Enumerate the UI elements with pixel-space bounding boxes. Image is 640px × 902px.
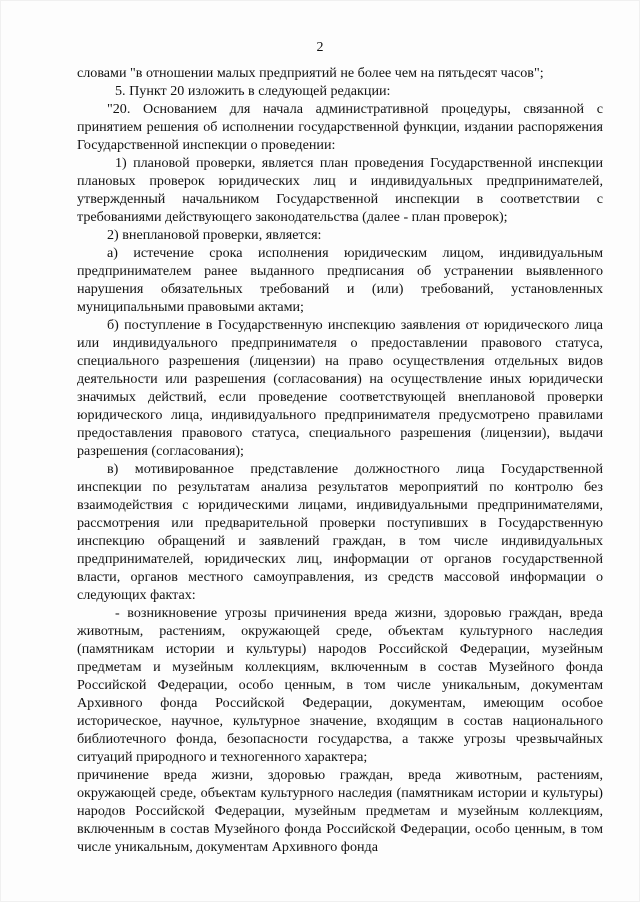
- paragraph-subitem-2: 2) внеплановой проверки, является:: [107, 227, 322, 243]
- page-number: 2: [316, 40, 324, 55]
- paragraph-item-5: 5. Пункт 20 изложить в следующей редакции:: [115, 83, 391, 99]
- paragraph-continuation: словами "в отношении малых предприятий не более чем на пятьдесят часов";: [77, 65, 544, 81]
- paragraph-subitem-b: б) поступление в Государственную инспекцию заявления от юридического лица или индивидуального предпринимателя о предоставлении правового статуса, специального разрешения (лицензии) на право осуществления отдельных видов деятельности или разрешения (согласования) на осуществление иных юридически значимых действий, если проведение соответствующей внеплановой проверки юридического лица, индивидуального предпринимателя предусмотрено правилами предоставления правового статуса, специального разрешения (лицензии), выдачи разрешения (согласования);: [77, 317, 603, 459]
- paragraph-harm: причинение вреда жизни, здоровью граждан, вреда животным, растениям, окружающей среде, объектам культурного наследия (памятникам истории и культуры) народов Российской Федерации, музейным предметам и музейным коллекциям, включенным в состав Музейного фонда Российской Федерации, особо ценным, в том числе уникальным, документам Архивного фонда: [77, 767, 603, 855]
- document-body: [77, 64, 603, 856]
- paragraph-point-20: "20. Основанием для начала административной процедуры, связанной с принятием решения об исполнении государственной функции, издании распоряжения Государственной инспекции о проведении:: [77, 101, 603, 153]
- paragraph-subitem-1: 1) плановой проверки, является план проведения Государственной инспекции плановых проверок юридических лиц и индивидуальных предпринимателей, утвержденный начальником Государственной инспекции в соответствии с требованиями действующего законодательства (далее - план проверок);: [77, 155, 603, 225]
- paragraph-threat: - возникновение угрозы причинения вреда жизни, здоровью граждан, вреда животным, растениям, окружающей среде, объектам культурного наследия (памятникам истории и культуры) народов Российской Федерации, музейным предметам и музейным коллекциям, включенным в состав Музейного фонда Российской Федерации, особо ценным, в том числе уникальным, документам Архивного фонда Российской Федерации, документам, имеющим особое историческое, научное, культурное значение, входящим в состав национального библиотечного фонда, безопасности государства, а также угрозы чрезвычайных ситуаций природного и техногенного характера;: [77, 605, 603, 765]
- paragraph-subitem-v: в) мотивированное представление должностного лица Государственной инспекции по результатам анализа результатов мероприятий по контролю без взаимодействия с юридическими лицами, индивидуальными предпринимателями, рассмотрения или предварительной проверки поступивших в Государственную инспекцию обращений и заявлений граждан, в том числе индивидуальных предпринимателей, юридических лиц, информации от органов государственной власти, органов местного самоуправления, из средств массовой информации о следующих фактах:: [77, 461, 603, 603]
- paragraph-subitem-a: а) истечение срока исполнения юридическим лицом, индивидуальным предпринимателем ранее выданного предписания об устранении выявленного нарушения обязательных требований и (или) требований, установленных муниципальными правовыми актами;: [77, 245, 603, 315]
